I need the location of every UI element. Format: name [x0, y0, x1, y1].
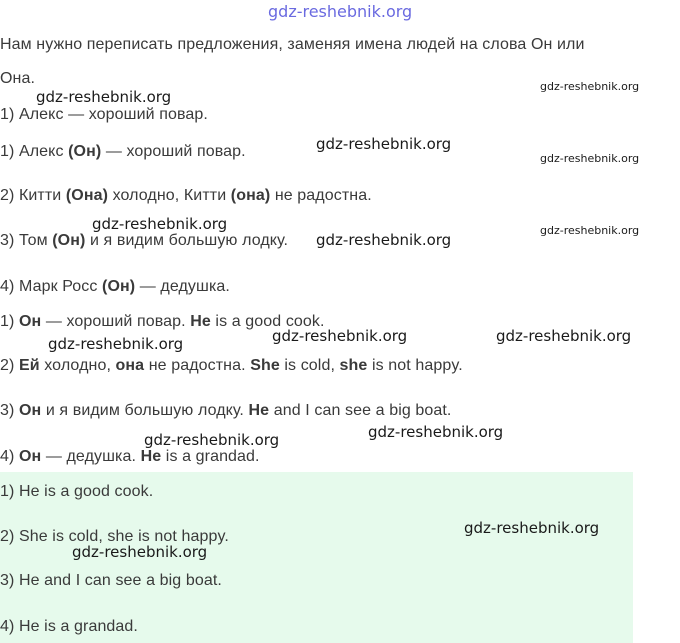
- watermark: gdz-reshebnik.org: [540, 80, 640, 93]
- watermark: gdz-reshebnik.org: [540, 152, 640, 165]
- watermark: gdz-reshebnik.org: [368, 423, 504, 441]
- watermark: gdz-reshebnik.org: [72, 543, 208, 561]
- intro-line-1: Нам нужно переписать предложения, заменяя имена людей на слова Он или: [0, 36, 585, 53]
- watermark: gdz-reshebnik.org: [316, 231, 452, 249]
- answer-2: 2) She is cold, she is not happy.: [0, 528, 229, 545]
- answer-4: 4) He is a grandad.: [0, 618, 138, 635]
- watermark: gdz-reshebnik.org: [272, 327, 408, 345]
- translation-1: 1) Он — хороший повар. He is a good cook.: [0, 313, 325, 330]
- translation-4: 4) Он — дедушка. He is a grandad.: [0, 448, 260, 465]
- replaced-sentence-1: 1) Алекс (Он) — хороший повар.: [0, 143, 246, 160]
- translation-3: 3) Он и я видим большую лодку. He and I can see a big boat.: [0, 402, 452, 419]
- original-sentence-1: 1) Алекс — хороший повар.: [0, 106, 208, 123]
- replaced-sentence-2: 2) Китти (Она) холодно, Китти (она) не радостна.: [0, 187, 372, 204]
- watermark: gdz-reshebnik.org: [464, 519, 600, 537]
- watermark: gdz-reshebnik.org: [36, 88, 172, 106]
- translation-2: 2) Ей холодно, она не радостна. She is cold, she is not happy.: [0, 357, 463, 374]
- replaced-sentence-4: 4) Марк Росс (Он) — дедушка.: [0, 278, 230, 295]
- watermark: gdz-reshebnik.org: [48, 335, 184, 353]
- intro-line-2: Она.: [0, 70, 36, 87]
- watermark: gdz-reshebnik.org: [92, 215, 228, 233]
- watermark: gdz-reshebnik.org: [144, 431, 280, 449]
- watermark: gdz-reshebnik.org: [316, 135, 452, 153]
- replaced-sentence-3: 3) Том (Он) и я видим большую лодку.: [0, 232, 289, 249]
- watermark-top: gdz-reshebnik.org: [268, 2, 413, 21]
- answer-3: 3) He and I can see a big boat.: [0, 572, 222, 589]
- watermark: gdz-reshebnik.org: [540, 224, 640, 237]
- answer-1: 1) He is a good cook.: [0, 483, 154, 500]
- watermark: gdz-reshebnik.org: [496, 327, 632, 345]
